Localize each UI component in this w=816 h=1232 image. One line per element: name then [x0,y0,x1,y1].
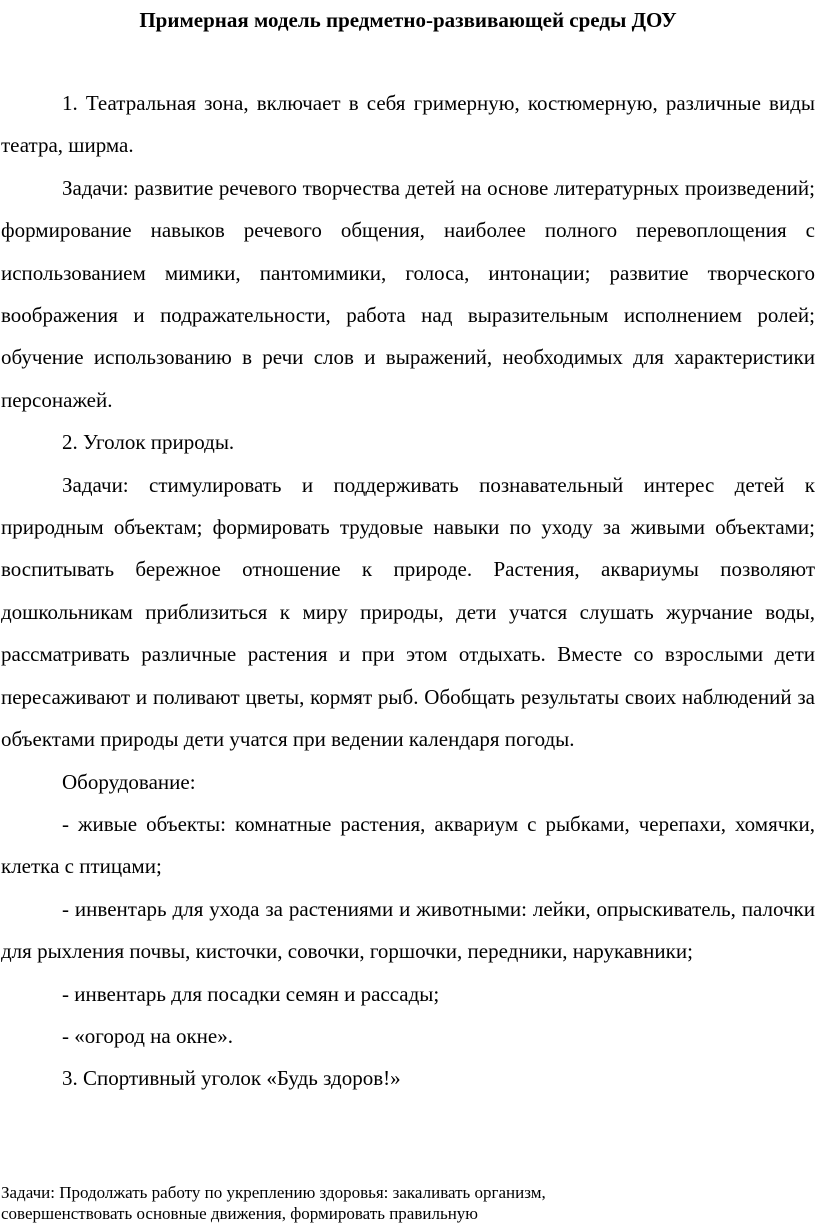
paragraph-nature-tasks: Задачи: стимулировать и поддерживать познавательный интерес детей к природным объектам; формировать трудовые навыки по уходу за живыми объектами; воспитывать бережное отношение к природе. Растения, аквариумы позволяют дошкольникам приблизиться к миру природы, дети учатся слушать журчание воды, рассматривать различные растения и при этом отдыхать. Вместе со взрослыми дети пересаживают и поливают цветы, кормят рыб. Обобщать результаты своих наблюдений за объектами природы дети учатся при ведении календаря погоды. [1,472,815,752]
list-item-living-objects: - живые объекты: комнатные растения, аквариум с рыбками, черепахи, хомячки, клетка с птицами; [1,811,815,879]
list-item-care-inventory: - инвентарь для ухода за растениями и животными: лейки, опрыскиватель, палочки для рыхления почвы, кисточки, совочки, горшочки, передники, нарукавники; [1,896,815,964]
footer-line: совершенствовать основные движения, формировать правильную [1,1204,478,1223]
paragraph-theatre-tasks: Задачи: развитие речевого творчества детей на основе литературных произведений; формирование навыков речевого общения, наиболее полного перевоплощения с использованием мимики, пантомимики, голоса, интонации; развитие творческого воображения и подражательности, работа над выразительным исполнением ролей; обучение использованию в речи слов и выражений, необходимых для характеристики персонажей. [1,175,815,412]
paragraph-theatre-zone: 1. Театральная зона, включает в себя гримерную, костюмерную, различные виды театра, ширма. [1,91,815,158]
document-title: Примерная модель предметно-развивающей среды ДОУ [139,8,677,32]
paragraph-equipment-heading: Оборудование: [62,769,196,794]
paragraph-nature-corner: 2. Уголок природы. [62,430,235,455]
footer-line: Задачи: Продолжать работу по укреплению здоровья: закаливать организм, [1,1183,546,1202]
list-item-planting-inventory: - инвентарь для посадки семян и рассады; [62,981,440,1006]
footer-text [1,1182,761,1224]
paragraph-sports-corner: 3. Спортивный уголок «Будь здоров!» [62,1066,401,1091]
list-item-window-garden: - «огород на окне». [62,1023,233,1048]
document-body [1,82,815,1100]
